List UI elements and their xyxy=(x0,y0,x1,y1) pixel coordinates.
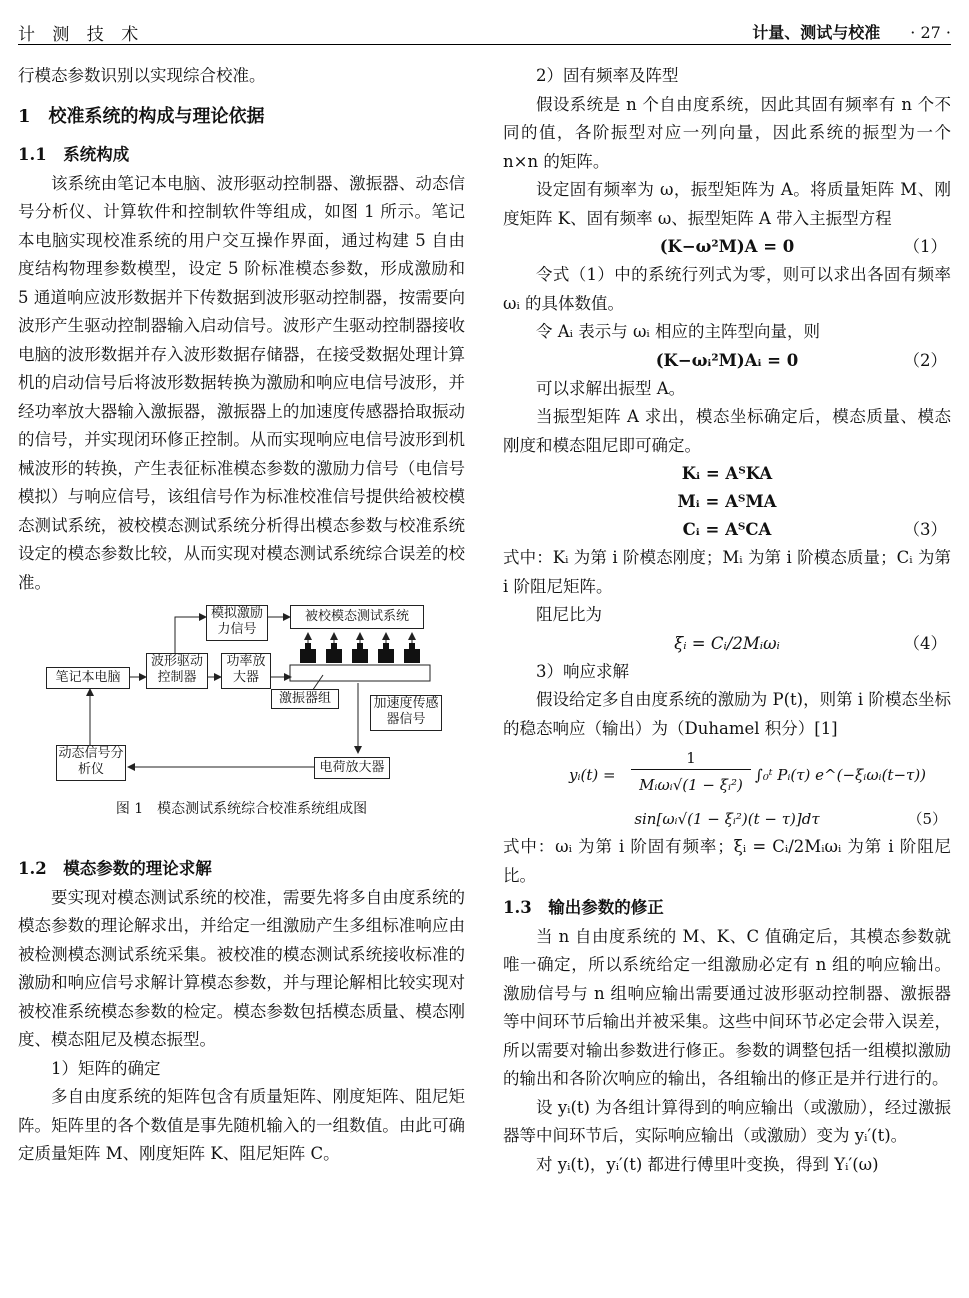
paragraph: 令 Aᵢ 表示与 ωᵢ 相应的主阵型向量，则 xyxy=(536,322,820,341)
paragraph: 式中：Kᵢ 为第 i 阶模态刚度；Mᵢ 为第 i 阶模态质量；Cᵢ 为第 i 阶阻尼矩阵。 xyxy=(503,548,951,596)
paragraph: 假设系统是 n 个自由度系统，因此其固有频率有 n 个不同的值，各阶振型对应一列向量，因此系统的振型为一个 n×n 的矩阵。 xyxy=(503,94,951,171)
equation-number: （2） xyxy=(903,350,947,370)
equation-text: Mᵢ = AᵀMA xyxy=(677,492,777,511)
list-label: 3）响应求解 xyxy=(536,661,629,681)
list-label: 2）固有频率及阵型 xyxy=(536,66,679,85)
list-label: 1）矩阵的确定 xyxy=(51,1058,161,1078)
laptop-box: 笔记本电脑 xyxy=(46,667,130,689)
equation-text: (K−ω²M)A = 0 xyxy=(659,237,795,256)
paragraph: 设定固有频率为 ω，振型矩阵为 A。将质量矩阵 M、刚度矩阵 K、固有频率 ω、振型矩阵 A 带入主振型方程 xyxy=(503,180,951,228)
subsection-heading: 1.1 系统构成 xyxy=(18,145,130,164)
equation-number: （1） xyxy=(903,237,947,256)
integral-term: ∫₀ᵗ Pᵢ(τ) e^(−ξᵢωᵢ(t−τ)) xyxy=(755,766,927,784)
paragraph: 该系统由笔记本电脑、波形驱动控制器、激振器、动态信号分析仪、计算软件和控制软件等组成，如图 1 所示。笔记本电脑实现校准系统的用户交互操作界面，通过构建 5 自由度结构物理参数模型，设定 5 阶标准模态参数，形成激励和 5 通道响应波形数据并下传数据到波形驱动控制器，按需要向波形产生驱动控制器输入启动信号。波形产生驱动控制器接收电脑的波形数据并存入波形数据存储器，在接受数据处理计算机的启动信号后将波形数据转换为激励和响应电信号波形，并经功率放大器输入激振器，激振器上的加速度传感器拾取振动的信号，并实现闭环修正控制。从而实现响应电信号波形到机械波形的转换，产生表征标准模态参数的激励力信号（电信号模拟）与响应信号，该组信号作为标准校准信号提供给被校模态测试系统，被校模态测试系统分析得出模态参数与校准系统设定的模态参数比较，从而实现对模态测试系统综合误差的校准。 xyxy=(18,173,465,592)
equation-4 xyxy=(503,630,951,658)
page-number: · 27 · xyxy=(910,23,951,42)
journal-name: 计 测 技 术 xyxy=(18,25,145,45)
section-heading: 1 校准系统的构成与理论依据 xyxy=(18,105,265,127)
paragraph: 行模态参数识别以实现综合校准。 xyxy=(18,66,266,85)
equation-3b xyxy=(503,488,951,516)
paragraph: 当 n 自由度系统的 M、K、C 值确定后，其模态参数就唯一确定，所以系统给定一组激励必定有 n 组的响应输出。激励信号与 n 组响应输出需要通过波形驱动控制器、激振器等中间环节后输出并被采集。这些中间环节必定会带入误差，所以需要对输出参数进行修正。参数的调整包括一组模拟激励的输出和各阶次响应的输出，各组输出的修正是并行进行的。 xyxy=(503,926,951,1088)
equation-2 xyxy=(503,347,951,375)
equation-number: （5） xyxy=(907,810,947,828)
paragraph: 式中：ωᵢ 为第 i 阶固有频率；ξᵢ = Cᵢ/2Mᵢωᵢ 为第 i 阶阻尼比。 xyxy=(503,837,951,885)
paragraph: 当振型矩阵 A 求出，模态坐标确定后，模态质量、模态刚度和模态阻尼即可确定。 xyxy=(503,407,951,455)
paragraph: 多自由度系统的矩阵包含有质量矩阵、刚度矩阵、阻尼矩阵。矩阵里的各个数值是事先随机输入的一组数值。由此可确定质量矩阵 M、刚度矩阵 K、阻尼矩阵 C。 xyxy=(18,1087,465,1163)
equation-text: sin[ωᵢ√(1 − ξᵢ²)(t − τ)]dτ xyxy=(634,810,820,828)
fraction-numerator: 1 xyxy=(631,747,751,770)
equation-number: （4） xyxy=(903,633,947,653)
section-title xyxy=(752,20,951,43)
paragraph: 可以求解出振型 A。 xyxy=(536,378,686,398)
shaker-group-box: 激振器组 xyxy=(271,689,339,709)
figure-1 xyxy=(18,605,465,855)
header-section: 计量、测试与校准 xyxy=(752,23,881,42)
equation-number: （3） xyxy=(903,520,947,539)
wave-controller-box: 波形驱动控制器 xyxy=(146,653,208,689)
equation-5a xyxy=(503,743,951,805)
right-column xyxy=(503,62,951,1179)
system-under-test-box: 被校模态测试系统 xyxy=(290,605,424,629)
paragraph: 令式（1）中的系统行列式为零，则可以求出各固有频率 ωᵢ 的具体数值。 xyxy=(503,265,951,313)
equation-1 xyxy=(503,233,951,261)
equation-lhs: yᵢ(t) = xyxy=(569,766,616,784)
paragraph: 对 yᵢ(t)，yᵢ′(t) 都进行傅里叶变换，得到 Yᵢ′(ω) xyxy=(536,1154,879,1174)
running-header xyxy=(18,14,951,45)
sim-force-box: 模拟激励力信号 xyxy=(206,605,268,641)
paragraph: 要实现对模态测试系统的校准，需要先将多自由度系统的模态参数的理论解求出，并给定一组激励产生多组标准响应由被检测模态测试系统采集。被校准的模态测试系统接收标准的激励和响应信号求解计算模态参数，并与理论解相比较实现对被校准系统模态参数的检定。模态参数包括模态质量、模态刚度、模态阻尼及模态振型。 xyxy=(18,887,465,1049)
subsection-heading: 1.2 模态参数的理论求解 xyxy=(18,859,212,878)
left-column xyxy=(18,62,465,1169)
equation-5b xyxy=(503,805,951,833)
accelerometer-box: 加速度传感器信号 xyxy=(370,695,442,731)
equation-text: Kᵢ = AᵀKA xyxy=(681,464,773,483)
equation-3c xyxy=(503,516,951,544)
equation-text: ξᵢ = Cᵢ/2Mᵢωᵢ xyxy=(674,633,780,653)
figure-caption: 图 1 模态测试系统综合校准系统组成图 xyxy=(115,801,368,817)
power-amp-box: 功率放大器 xyxy=(221,653,271,689)
equation-text: (K−ωᵢ²M)Aᵢ = 0 xyxy=(655,350,799,370)
analyzer-box: 动态信号分析仪 xyxy=(56,745,126,781)
paragraph: 假设给定多自由度系统的激励为 P(t)，则第 i 阶模态坐标的稳态响应（输出）为（Duhamel 积分）[1] xyxy=(503,690,951,738)
equation-3a xyxy=(503,460,951,488)
equation-text: Cᵢ = AᵀCA xyxy=(682,520,772,539)
charge-amp-box: 电荷放大器 xyxy=(314,757,390,779)
fraction-denominator: Mᵢωᵢ√(1 − ξᵢ²) xyxy=(639,776,743,794)
paragraph: 阻尼比为 xyxy=(536,605,602,624)
subsection-heading: 1.3 输出参数的修正 xyxy=(503,898,664,917)
paragraph: 设 yᵢ(t) 为各组计算得到的响应输出（或激励），经过激振器等中间环节后，实际响应输出（或激励）变为 yᵢ′(t)。 xyxy=(503,1097,951,1145)
